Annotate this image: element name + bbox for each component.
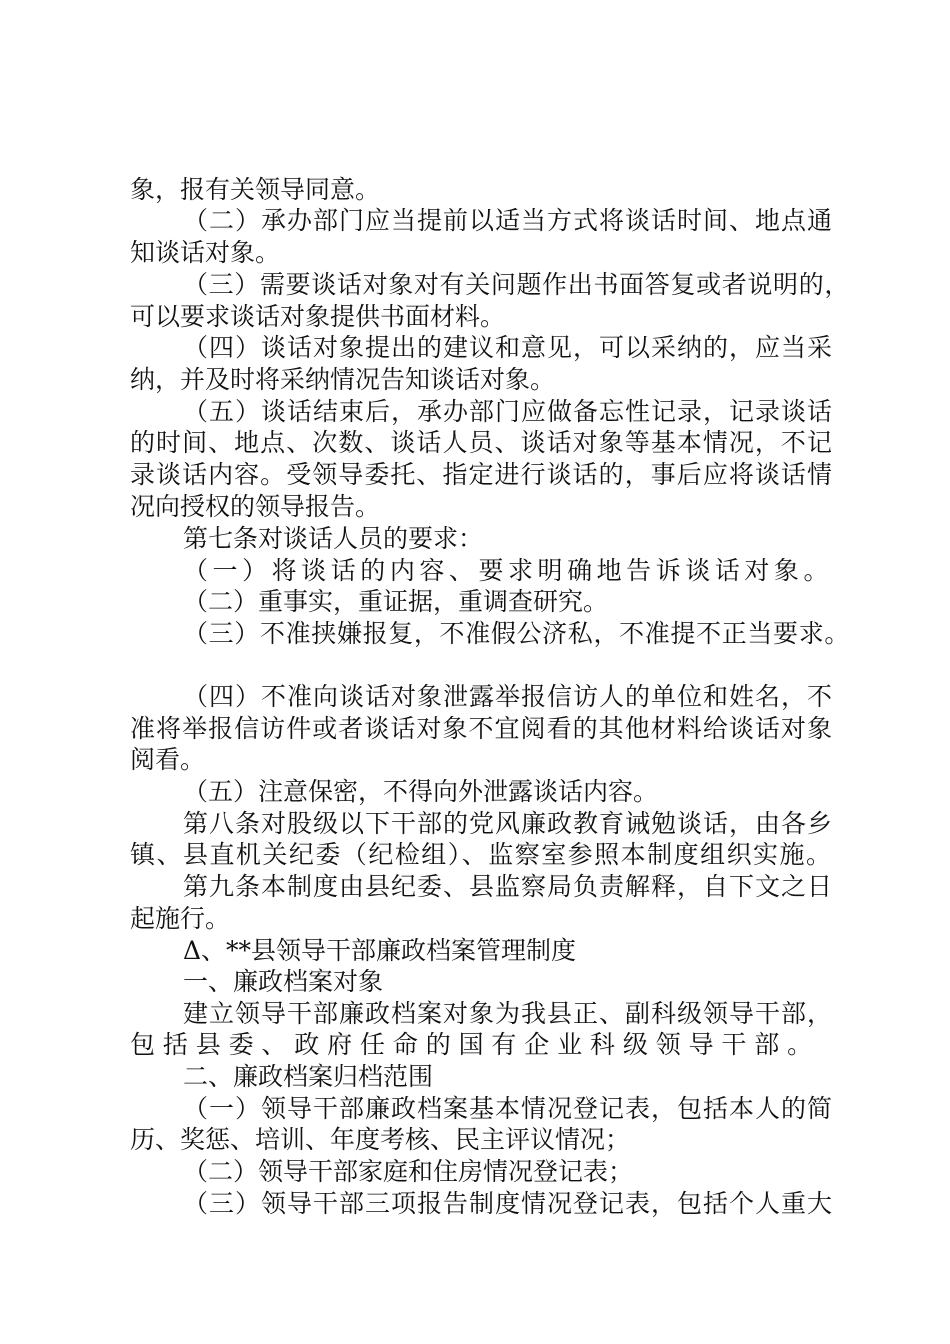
text-line: （四）谈话对象提出的建议和意见，可以采纳的，应当采	[183, 333, 834, 362]
text-line: （五）注意保密，不得向外泄露谈话内容。	[183, 777, 659, 806]
text-line: （一）领导干部廉政档案基本情况登记表，包括本人的简	[183, 1094, 834, 1123]
text-line: （三）不准挟嫌报复，不准假公济私，不准提不正当要求。	[183, 619, 851, 648]
text-line: 镇、县直机关纪委（纪检组）、监察室参照本制度组织实施。	[130, 840, 833, 869]
text-line: （二）重事实，重证据，重调查研究。	[183, 587, 609, 616]
text-line: 况向授权的领导报告。	[130, 492, 381, 521]
text-line: 象，报有关领导同意。	[130, 175, 381, 204]
text-line: （一）将谈话的内容、要求明确地告诉谈话对象。	[183, 556, 834, 585]
text-line: （二）领导干部家庭和住房情况登记表；	[183, 1157, 634, 1186]
text-line: 知谈话对象。	[130, 238, 281, 267]
text-line: 第八条对股级以下干部的党风廉政教育诫勉谈话，由各乡	[183, 809, 834, 838]
text-line: （三）需要谈话对象对有关问题作出书面答复或者说明的，	[183, 270, 851, 299]
text-line: 二、廉政档案归档范围	[183, 1062, 434, 1091]
text-line: Δ、**县领导干部廉政档案管理制度	[183, 936, 577, 965]
text-line: （三）领导干部三项报告制度情况登记表，包括个人重大	[183, 1189, 834, 1218]
text-line: 历、奖惩、培训、年度考核、民主评议情况；	[130, 1125, 631, 1154]
text-line: （二）承办部门应当提前以适当方式将谈话时间、地点通	[183, 206, 834, 235]
text-line: （五）谈话结束后，承办部门应做备忘性记录，记录谈话	[183, 397, 834, 426]
text-line: 准将举报信访件或者谈话对象不宜阅看的其他材料给谈话对象	[130, 714, 834, 743]
text-line: 起施行。	[130, 904, 231, 933]
text-line: 第七条对谈话人员的要求：	[183, 524, 484, 553]
text-line: 的时间、地点、次数、谈话人员、谈话对象等基本情况，不记	[130, 428, 834, 457]
text-line: 包括县委、政府任命的国有企业科级领导干部。	[130, 1030, 821, 1059]
text-line: 第九条本制度由县纪委、县监察局负责解释，自下文之日	[183, 872, 834, 901]
text-line: 录谈话内容。受领导委托、指定进行谈话的，事后应将谈话情	[130, 460, 834, 489]
text-line: 纳，并及时将采纳情况告知谈话对象。	[130, 365, 556, 394]
text-line: 阅看。	[130, 745, 206, 774]
text-line: 一、廉政档案对象	[183, 967, 384, 996]
text-line: （四）不准向谈话对象泄露举报信访人的单位和姓名，不	[183, 682, 834, 711]
text-line: 建立领导干部廉政档案对象为我县正、副科级领导干部，	[183, 999, 834, 1028]
text-line: 可以要求谈话对象提供书面材料。	[130, 302, 506, 331]
